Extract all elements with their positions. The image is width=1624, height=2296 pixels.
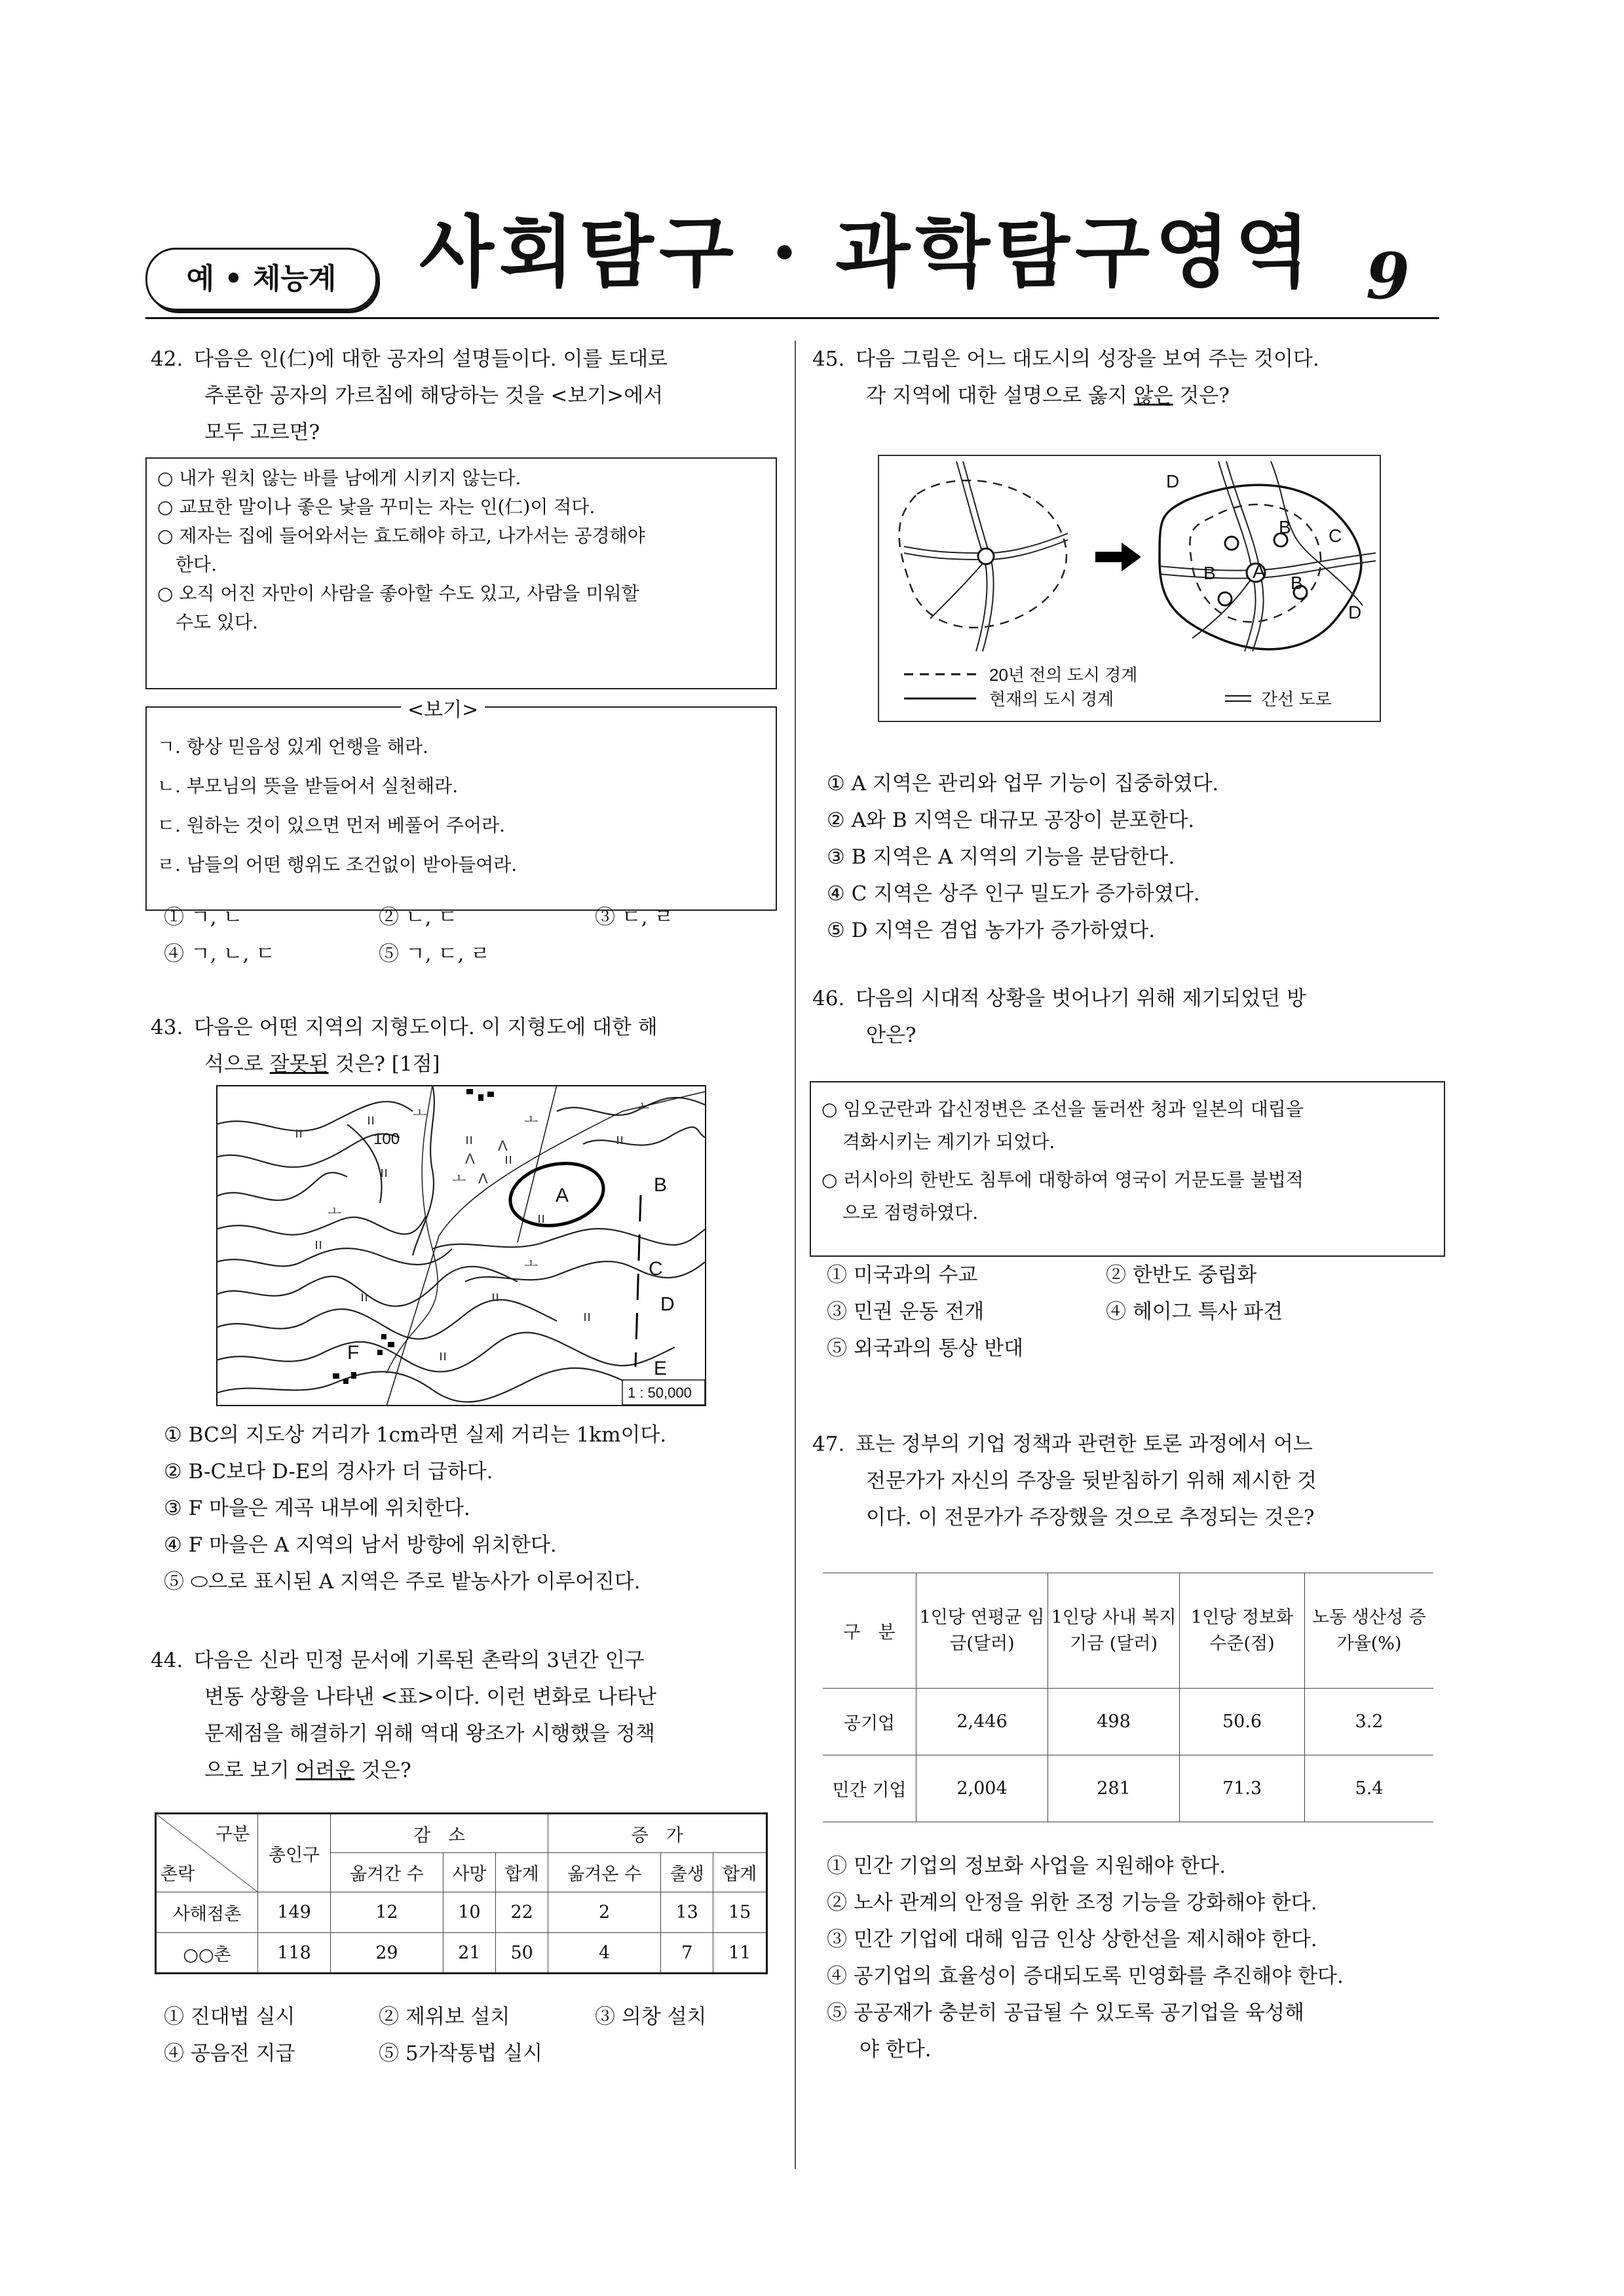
q44-option-1[interactable]: ① 진대법 실시	[164, 2005, 295, 2029]
table-row: ○○촌 118 29 21 50 4 7 11	[156, 1933, 767, 1974]
q44-population-table: 구분 촌락 총인구 감 소 증 가 옮겨간 수 사망 합계 옮겨온 수 출생 합계 사해점촌 149 12 10 22 2 13 15 ○○촌 118 29 21 50 4 7 11	[155, 1812, 768, 1974]
city-growth-diagram	[878, 455, 1381, 722]
q46-option-5[interactable]: ⑤ 외국과의 통상 반대	[827, 1337, 1024, 1360]
q47-option-5[interactable]: ⑤ 공공재가 충분히 공급될 수 있도록 공기업을 육성해	[827, 2001, 1304, 2025]
q47-option-2[interactable]: ② 노사 관계의 안정을 위한 조정 기능을 강화해야 한다.	[827, 1891, 1317, 1915]
q46-option-3[interactable]: ③ 민권 운동 전개	[827, 1300, 985, 1324]
question-46: 46. 다음의 시대적 상황을 벗어나기 위해 제기되었던 방 안은?	[812, 987, 1306, 1047]
svg-text:ıı: ıı	[380, 1164, 388, 1180]
q42-option-2[interactable]: ② ㄴ, ㄷ	[379, 906, 458, 929]
svg-text:100: 100	[373, 1130, 400, 1148]
table-row: 민간 기업 2,004 281 71.3 5.4	[823, 1755, 1433, 1822]
svg-text:F: F	[347, 1342, 360, 1364]
svg-text:B: B	[1291, 573, 1303, 593]
svg-text:ㅗ: ㅗ	[413, 1105, 427, 1121]
svg-text:C: C	[649, 1258, 663, 1280]
svg-text:ıı: ıı	[616, 1131, 624, 1147]
q47-option-4[interactable]: ④ 공기업의 효율성이 증대되도록 민영화를 추진해야 한다.	[827, 1964, 1344, 1988]
q47-option-3[interactable]: ③ 민간 기업에 대해 임금 인상 상한선을 제시해야 한다.	[827, 1928, 1317, 1951]
q47-option-1[interactable]: ① 민간 기업의 정보화 사업을 지원해야 한다.	[827, 1854, 1226, 1878]
svg-text:E: E	[654, 1358, 668, 1379]
svg-text:ıı: ıı	[439, 1347, 447, 1364]
svg-text:ıı: ıı	[360, 1288, 369, 1305]
q46-option-1[interactable]: ① 미국과의 수교	[827, 1263, 978, 1287]
svg-text:ıı: ıı	[504, 1151, 513, 1167]
q43-option-5[interactable]: ⑤ ⬭으로 표시된 A 지역은 주로 밭농사가 이루어진다.	[164, 1570, 641, 1594]
svg-text:ıı: ıı	[314, 1236, 323, 1252]
q46-option-4[interactable]: ④ 헤이그 특사 파견	[1106, 1300, 1283, 1324]
svg-text:ıı: ıı	[295, 1124, 303, 1141]
question-42: 42. 다음은 인(仁)에 대한 공자의 설명들이다. 이를 토대로 추론한 공자의 가르침에 해당하는 것을 <보기>에서 모두 고르면?	[151, 347, 668, 444]
q43-option-4[interactable]: ④ F 마을은 A 지역의 남서 방향에 위치한다.	[164, 1533, 557, 1557]
svg-text:20년 전의 도시 경계: 20년 전의 도시 경계	[989, 665, 1138, 685]
svg-text:ㅗ: ㅗ	[524, 1111, 538, 1128]
q45-option-3[interactable]: ③ B 지역은 A 지역의 기능을 분담한다.	[827, 845, 1175, 869]
column-divider	[795, 341, 796, 2169]
q44-option-4[interactable]: ④ 공음전 지급	[164, 2042, 295, 2065]
page-title: 사회탐구 · 과학탐구영역	[419, 206, 1315, 297]
q42-bogi-title: <보기>	[401, 693, 485, 722]
q43-option-1[interactable]: ① BC의 지도상 거리가 1cm라면 실제 거리는 1km이다.	[164, 1423, 667, 1447]
svg-text:ㅗ: ㅗ	[328, 1203, 342, 1219]
header-rule	[145, 317, 1439, 319]
q42-quote-box: ○ 내가 원치 않는 바를 남에게 시키지 않는다. ○ 교묘한 말이나 좋은 낯을 꾸미는 자는 인(仁)이 적다. ○ 제자는 집에 들어와서는 효도해야 하고, 나가서는 공경해야 한다. ○ 오직 어진 자만이 사람을 좋아할 수도 있고, 사람을 미워할 수도 있다.	[145, 457, 777, 689]
page-number: 9	[1366, 239, 1410, 313]
svg-text:현재의 도시 경계: 현재의 도시 경계	[989, 689, 1114, 709]
svg-text:Λ: Λ	[478, 1170, 488, 1187]
q46-context-box: ○ 임오군란과 갑신정변은 조선을 둘러싼 청과 일본의 대립을 격화시키는 계기가 되었다. ○ 러시아의 한반도 침투에 대항하여 영국이 거문도를 불법적 으로 점령하였다.	[810, 1081, 1445, 1257]
svg-text:D: D	[660, 1293, 675, 1315]
svg-text:B: B	[654, 1174, 668, 1196]
q43-option-3[interactable]: ③ F 마을은 계곡 내부에 위치한다.	[164, 1497, 470, 1520]
q44-option-5[interactable]: ⑤ 5가작통법 실시	[379, 2042, 543, 2065]
question-44: 44. 다음은 신라 민정 문서에 기록된 촌락의 3년간 인구 변동 상황을 나타낸 <표>이다. 이런 변화로 나타난 문제점을 해결하기 위해 역대 왕조가 시행했을 정책 으로 보기 어려운 것은?	[151, 1649, 656, 1782]
q45-option-1[interactable]: ① A 지역은 관리와 업무 기능이 집중하였다.	[827, 772, 1219, 795]
svg-text:ıı: ıı	[465, 1131, 474, 1147]
q44-option-2[interactable]: ② 제위보 설치	[379, 2005, 510, 2029]
q45-option-5[interactable]: ⑤ D 지역은 겸업 농가가 증가하였다.	[827, 919, 1156, 942]
svg-text:Λ: Λ	[465, 1151, 475, 1167]
svg-text:간선 도로: 간선 도로	[1261, 689, 1332, 709]
q46-option-2[interactable]: ② 한반도 중립화	[1106, 1263, 1257, 1287]
svg-text:C: C	[1329, 526, 1342, 546]
question-47: 47. 표는 정부의 기업 정책과 관련한 토론 과정에서 어느 전문가가 자신의 주장을 뒷받침하기 위해 제시한 것 이다. 이 전문가가 주장했을 것으로 추정되는 것은?	[812, 1432, 1317, 1529]
q42-option-4[interactable]: ④ ㄱ, ㄴ, ㄷ	[164, 942, 276, 966]
svg-text:B: B	[1203, 563, 1216, 583]
q47-policy-table: 구 분 1인당 연평균 임금(달러) 1인당 사내 복지 기금 (달러) 1인당 정보화 수준(점) 노동 생산성 증가율(%) 공기업 2,446 498 50.6 3.2 민간 기업 2,004 281 71.3 5.4	[823, 1573, 1433, 1822]
question-43: 43. 다음은 어떤 지역의 지형도이다. 이 지형도에 대한 해 석으로 잘못된 것은? [1점]	[151, 1016, 658, 1076]
table-row: 사해점촌 149 12 10 22 2 13 15	[156, 1892, 767, 1933]
svg-text:A: A	[556, 1185, 569, 1206]
q44-option-3[interactable]: ③ 의창 설치	[595, 2005, 707, 2029]
svg-text:D: D	[1166, 471, 1180, 491]
q42-option-1[interactable]: ① ㄱ, ㄴ	[164, 906, 243, 929]
svg-text:Λ: Λ	[498, 1138, 508, 1154]
question-45: 45. 다음 그림은 어느 대도시의 성장을 보여 주는 것이다. 각 지역에 대한 설명으로 옳지 않은 것은?	[812, 347, 1319, 408]
q45-option-4[interactable]: ④ C 지역은 상주 인구 밀도가 증가하였다.	[827, 882, 1200, 906]
svg-text:ıı: ıı	[583, 1308, 592, 1324]
topographic-map	[216, 1085, 706, 1406]
svg-text:ıı: ıı	[367, 1111, 375, 1128]
svg-text:ㅗ: ㅗ	[452, 1170, 466, 1187]
svg-text:B: B	[1279, 517, 1291, 537]
q42-option-3[interactable]: ③ ㄷ, ㄹ	[595, 906, 674, 929]
svg-text:ıı: ıı	[491, 1288, 500, 1305]
q42-option-5[interactable]: ⑤ ㄱ, ㄷ, ㄹ	[379, 942, 491, 966]
svg-text:ıı: ıı	[537, 1210, 546, 1226]
category-badge: 예 • 체능계	[145, 248, 377, 311]
q47-option-5-cont: 야 한다.	[859, 2038, 932, 2061]
table-row: 공기업 2,446 498 50.6 3.2	[823, 1689, 1433, 1755]
q43-option-2[interactable]: ② B-C보다 D-E의 경사가 더 급하다.	[164, 1460, 493, 1483]
q42-bogi-box: ㄱ. 항상 믿음성 있게 언행을 해라. ㄴ. 부모님의 뜻을 받들어서 실천해라. ㄷ. 원하는 것이 있으면 먼저 베풀어 주어라. ㄹ. 남들의 어떤 행위도 조건없이 받아들여라.	[145, 706, 777, 911]
svg-text:D: D	[1348, 602, 1362, 622]
svg-text:ㅗ: ㅗ	[524, 1255, 538, 1272]
q45-option-2[interactable]: ② A와 B 지역은 대규모 공장이 분포한다.	[827, 809, 1195, 832]
svg-text:1 : 50,000: 1 : 50,000	[628, 1385, 692, 1401]
svg-text:A: A	[1253, 561, 1266, 583]
svg-text:ㅗ: ㅗ	[635, 1098, 650, 1115]
